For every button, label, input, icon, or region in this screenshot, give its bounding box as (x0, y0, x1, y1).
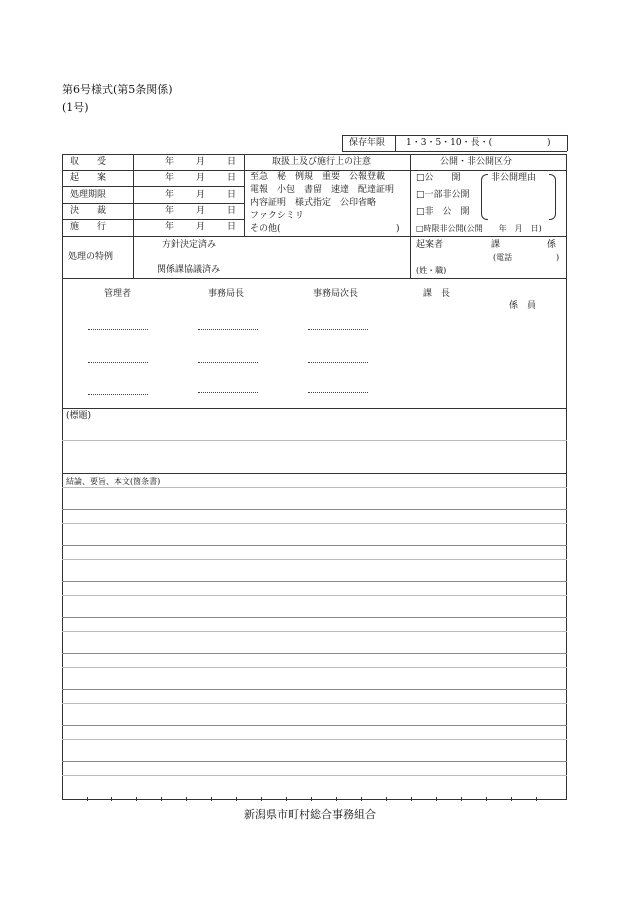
year-label: 年 (165, 206, 175, 216)
seal-line (308, 362, 368, 363)
reason-bracket-right (549, 174, 556, 220)
handling-line: 内容証明 様式指定 公印省略 (250, 198, 377, 208)
date-row-label: 処理期限 (70, 190, 107, 200)
seal-line (88, 362, 148, 363)
disclosure-option-public: □公 開 (416, 173, 461, 183)
reason-bracket-left (481, 174, 488, 220)
staff-member-label: 係 員 (509, 301, 537, 311)
subject-label: (標題) (66, 411, 92, 421)
staff-label: 係 (547, 240, 557, 250)
year-label: 年 (165, 190, 175, 200)
day-label: 日 (227, 157, 237, 167)
organization-name: 新潟県市町村総合事務組合 (244, 808, 376, 821)
retention-options: 1・3・5・10・長・( (406, 138, 493, 148)
disclosure-header: 公開・非公開区分 (440, 157, 513, 167)
handling-line: 電報 小包 書留 速達 配達証明 (250, 185, 395, 195)
non-disclosure-reason-label: 非公開理由 (491, 173, 537, 183)
director-label: 事務局長 (208, 289, 245, 299)
handling-header: 取扱上及び施行上の注意 (272, 157, 372, 167)
disclosure-option-timed: □時限非公開(公開 年 月 日) (416, 224, 542, 233)
manager-label: 管理者 (104, 289, 132, 299)
handling-line: 至急 秘 例規 重要 公報登載 (250, 172, 386, 182)
handling-other-close: ) (396, 224, 400, 234)
seal-line (308, 392, 368, 393)
disclosure-option-private: □非 公 開 (416, 207, 470, 217)
date-row-label: 収 受 (70, 157, 107, 167)
month-label: 月 (196, 206, 206, 216)
handling-other: その他( (250, 224, 281, 234)
section-label: 課 (491, 240, 501, 250)
name-title-label: (姓・職) (416, 266, 447, 275)
seal-line (308, 329, 368, 330)
disclosure-option-partial: □一部非公開 (416, 190, 470, 200)
date-row-label: 起 案 (70, 173, 107, 183)
retention-close: ) (547, 138, 551, 148)
form-title: 第6号様式(第5条関係) (62, 83, 173, 96)
phone-label: (電話 (493, 253, 513, 262)
day-label: 日 (227, 222, 237, 232)
seal-line (88, 329, 148, 330)
consulted-label: 関係課協議済み (157, 265, 221, 275)
month-label: 月 (196, 157, 206, 167)
seal-line (198, 362, 258, 363)
handling-line: ファクシミリ (250, 211, 304, 221)
date-row-label: 決 裁 (70, 206, 107, 216)
section-chief-label: 課 長 (423, 289, 451, 299)
deputy-director-label: 事務局次長 (313, 289, 359, 299)
day-label: 日 (227, 173, 237, 183)
year-label: 年 (165, 157, 175, 167)
phone-close: ) (556, 253, 560, 262)
retention-label: 保存年限 (349, 138, 386, 148)
seal-line (198, 329, 258, 330)
policy-decided-label: 方針決定済み (162, 240, 217, 250)
month-label: 月 (196, 190, 206, 200)
special-processing-label: 処理の特例 (68, 252, 114, 262)
year-label: 年 (165, 173, 175, 183)
month-label: 月 (196, 222, 206, 232)
form-number: (1号) (62, 101, 89, 114)
drafter-label: 起案者 (416, 240, 444, 250)
seal-line (198, 392, 258, 393)
body-label: 結論、要旨、本文(箇条書) (66, 477, 161, 486)
date-row-label: 施 行 (70, 222, 107, 232)
year-label: 年 (165, 222, 175, 232)
day-label: 日 (227, 190, 237, 200)
day-label: 日 (227, 206, 237, 216)
month-label: 月 (196, 173, 206, 183)
seal-line (88, 394, 148, 395)
